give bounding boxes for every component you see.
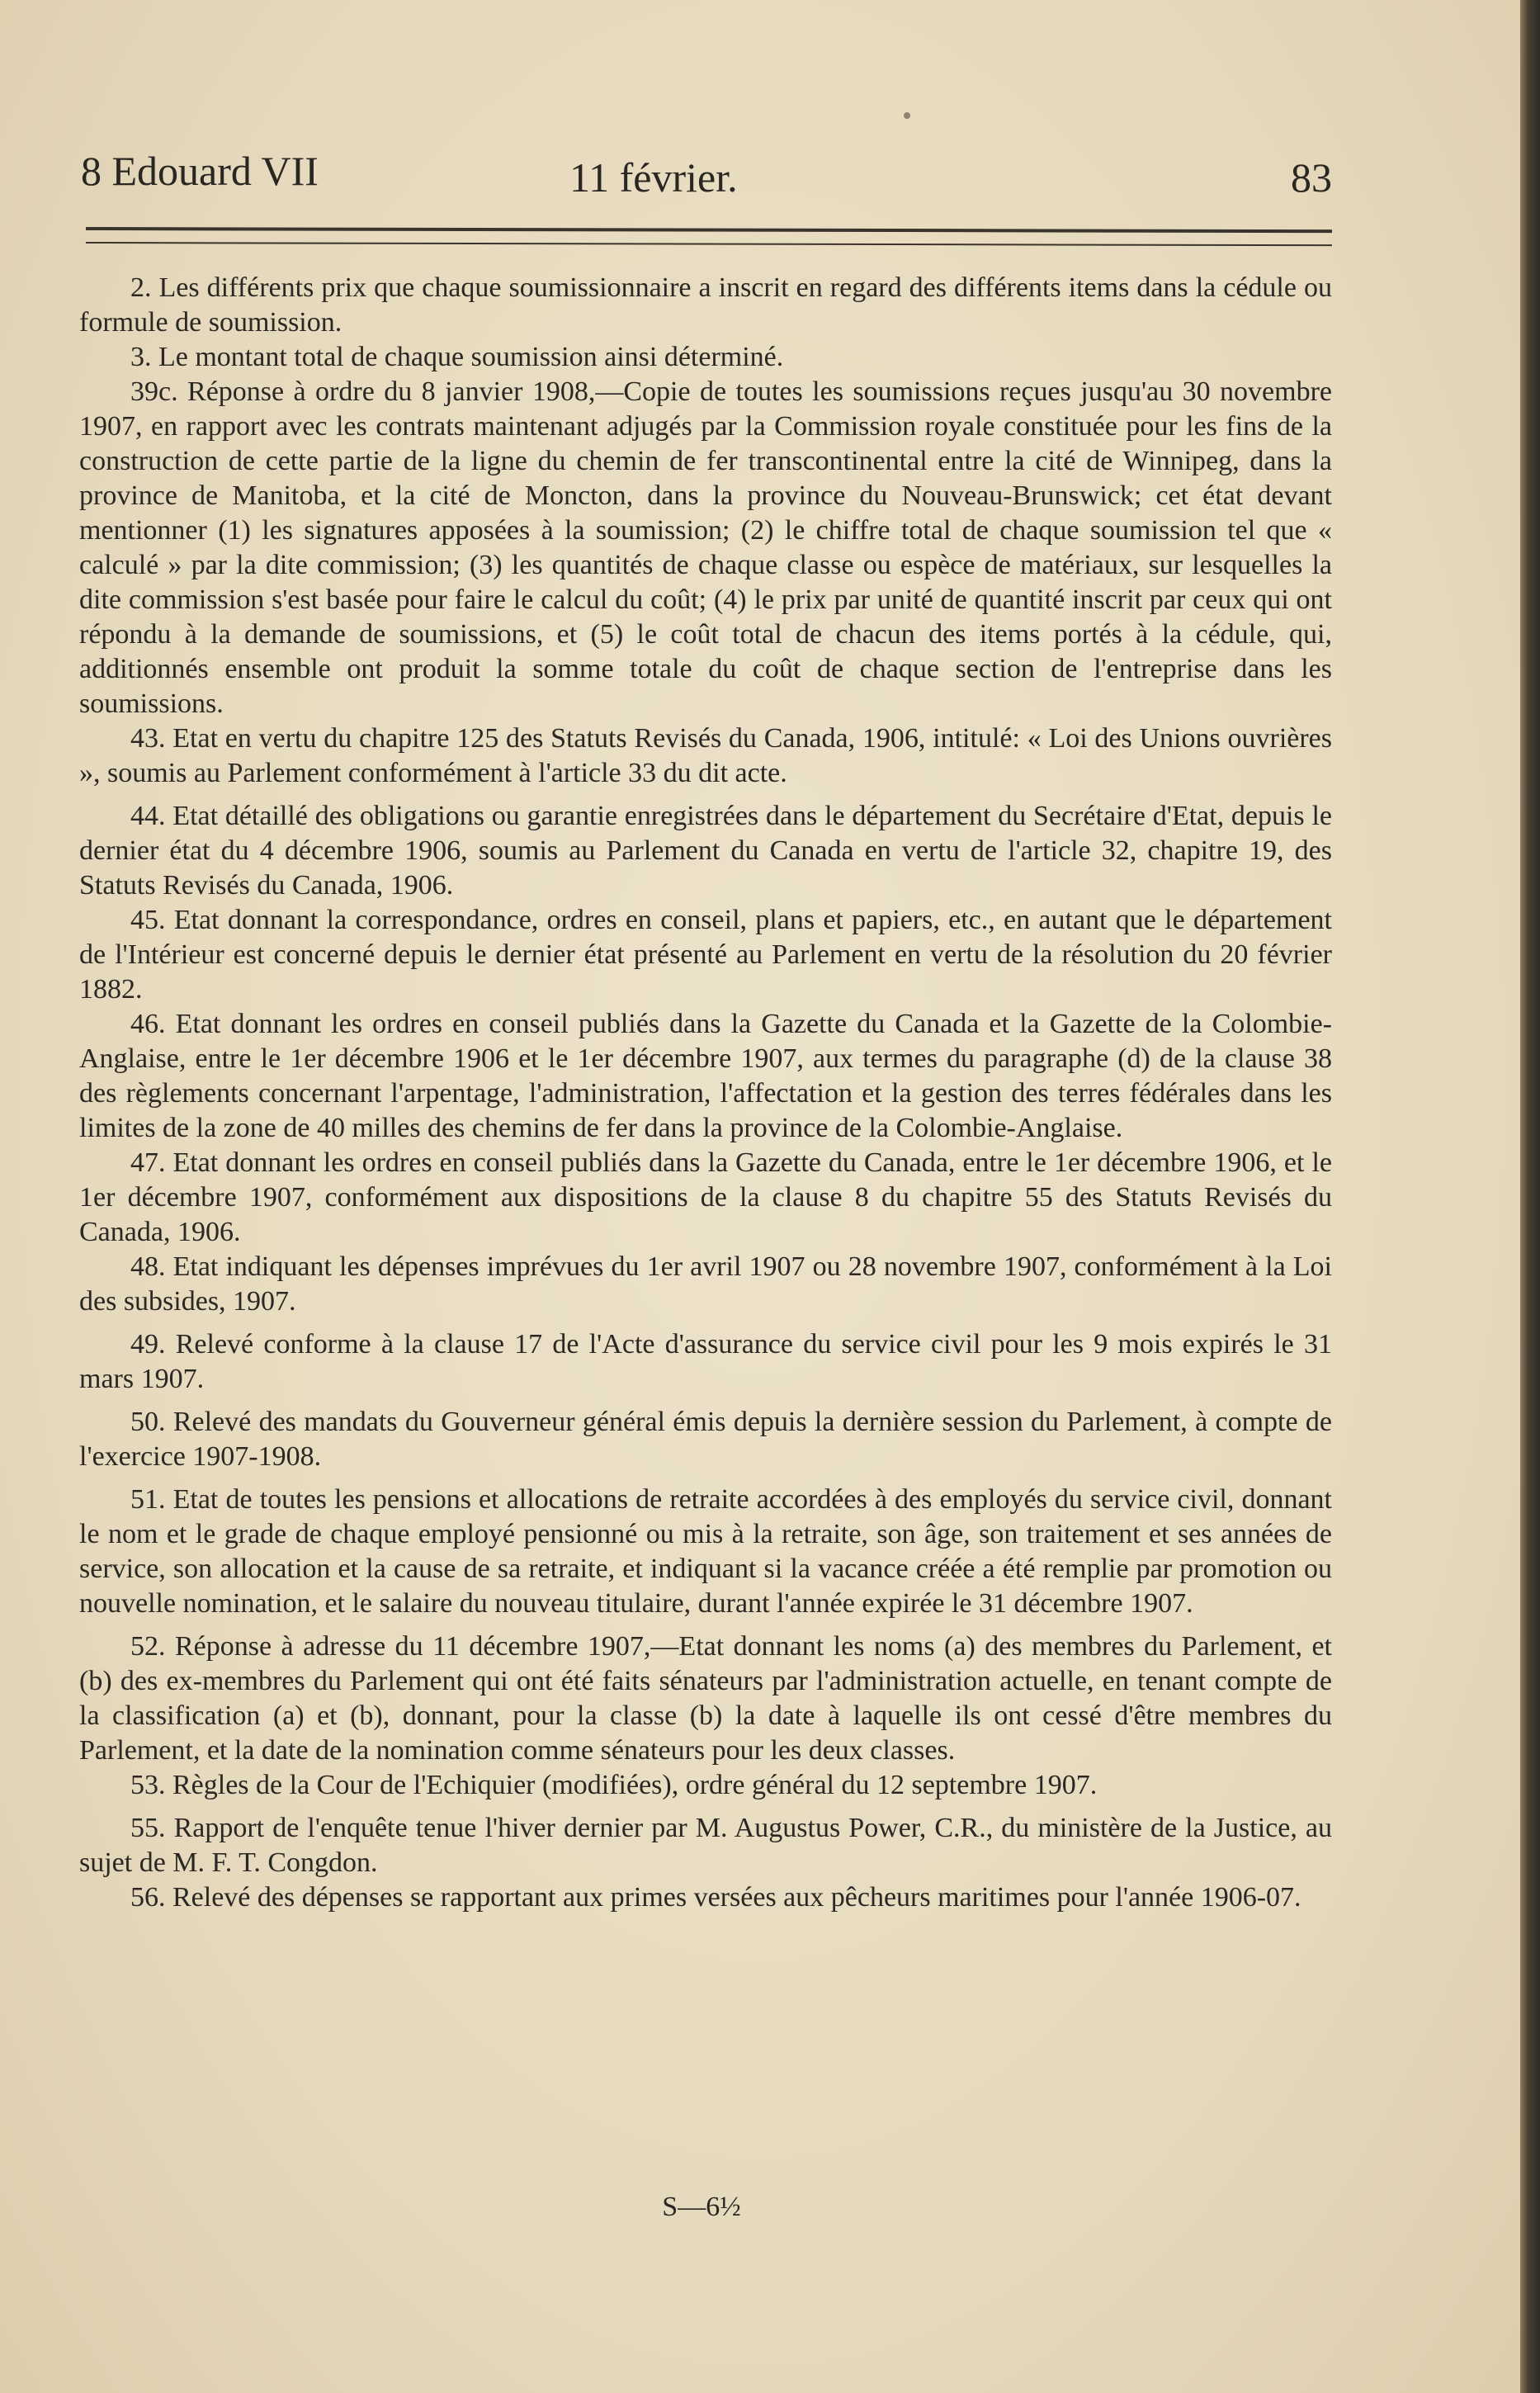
document-body — [79, 271, 1332, 1915]
item-56: 56. Relevé des dépenses se rapportant aux primes versées aux pêcheurs maritimes pour l'année 1906-07. — [130, 1882, 1301, 1913]
page-header — [81, 147, 1332, 205]
item-3: 3. Le montant total de chaque soumission ainsi déterminé. — [130, 342, 784, 372]
item-52: 52. Réponse à adresse du 11 décembre 1907,—Etat donnant les noms (a) des membres du Parlement, et (b) des ex-membres du Parlement qui ont été faits sénateurs par l'administration actuelle, en tenant compte de la classification (a) et (b), donnant, pour la classe (b) la date à laquelle ils ont cessé d'être membres du Parlement, et la date de la nomination comme sénateurs pour les deux classes. — [79, 1631, 1332, 1766]
item-44: 44. Etat détaillé des obligations ou garantie enregistrées dans le département du Secrétaire d'Etat, depuis le dernier état du 4 décembre 1906, soumis au Parlement du Canada en vertu de l'article 32, chapitre 19, des Statuts Revisés du Canada, 1906. — [79, 801, 1332, 901]
header-date: 11 février. — [569, 154, 738, 201]
item-45: 45. Etat donnant la correspondance, ordres en conseil, plans et papiers, etc., en autant que le département de l'Intérieur est concerné depuis le dernier état présenté au Parlement en vertu de la résolution du 20 février 1882. — [79, 905, 1332, 1005]
item-51: 51. Etat de toutes les pensions et allocations de retraite accordées à des employés du service civil, donnant le nom et le grade de chaque employé pensionné ou mis à la retraite, son âge, son traitement et ses années de service, son allocation et la cause de sa retraite, et indiquant si la vacance créée a été remplie par promotion ou nouvelle nomination, et le salaire du nouveau titulaire, durant l'année expirée le 31 décembre 1907. — [79, 1484, 1332, 1619]
item-2: 2. Les différents prix que chaque soumissionnaire a inscrit en regard des différents items dans la cédule ou formule de soumission. — [79, 272, 1332, 338]
item-46: 46. Etat donnant les ordres en conseil publiés dans la Gazette du Canada et la Gazette de la Colombie-Anglaise, entre le 1er décembre 1906 et le 1er décembre 1907, aux termes du paragraphe (d) de la clause 38 des règlements concernant l'arpentage, l'administration, l'affectation et la gestion des terres fédérales dans les limites de la zone de 40 milles des chemins de fer dans la province de la Colombie-Anglaise. — [79, 1009, 1332, 1143]
item-53: 53. Règles de la Cour de l'Echiquier (modifiées), ordre général du 12 septembre 1907. — [130, 1770, 1098, 1800]
page-number: 83 — [1291, 154, 1332, 201]
item-50: 50. Relevé des mandats du Gouverneur général émis depuis la dernière session du Parlement, à compte de l'exercice 1907-1908. — [79, 1407, 1332, 1472]
signature-folio: S—6½ — [662, 2192, 741, 2222]
page-edge-shadow — [1520, 0, 1540, 2393]
item-49: 49. Relevé conforme à la clause 17 de l'Acte d'assurance du service civil pour les 9 mois expirés le 31 mars 1907. — [79, 1329, 1332, 1394]
ink-speck — [904, 112, 910, 119]
header-double-rule — [86, 227, 1332, 246]
header-regnal-year: 8 Edouard VII — [81, 148, 319, 194]
item-39c: 39c. Réponse à ordre du 8 janvier 1908,—Copie de toutes les soumissions reçues jusqu'au 30 novembre 1907, en rapport avec les contrats maintenant adjugés par la Commission royale constituée pour les fins de la construction de cette partie de la ligne du chemin de fer transcontinental entre la cité de Winnipeg, dans la province de Manitoba, et la cité de Moncton, dans la province du Nouveau-Brunswick; cet état devant mentionner (1) les signatures apposées à la soumission; (2) le chiffre total de chaque soumission tel que « calculé » par la dite commission; (3) les quantités de chaque classe ou espèce de matériaux, sur lesquelles la dite commission s'est basée pour faire le calcul du coût; (4) le prix par unité de quantité inscrit par ceux qui ont répondu à la demande de soumissions, et (5) le coût total de chacun des items portés à la cédule, qui, additionnés ensemble ont produit la somme totale du coût de chaque section de l'entreprise dans les soumissions. — [79, 376, 1332, 719]
item-55: 55. Rapport de l'enquête tenue l'hiver dernier par M. Augustus Power, C.R., du ministère de la Justice, au sujet de M. F. T. Congdon. — [79, 1813, 1332, 1878]
item-47: 47. Etat donnant les ordres en conseil publiés dans la Gazette du Canada, entre le 1er décembre 1906, et le 1er décembre 1907, conformément aux dispositions de la clause 8 du chapitre 55 des Statuts Revisés du Canada, 1906. — [79, 1147, 1332, 1247]
item-43: 43. Etat en vertu du chapitre 125 des Statuts Revisés du Canada, 1906, intitulé: « Loi des Unions ouvrières », soumis au Parlement conformément à l'article 33 du dit acte. — [79, 723, 1332, 788]
item-48: 48. Etat indiquant les dépenses imprévues du 1er avril 1907 ou 28 novembre 1907, conformément à la Loi des subsides, 1907. — [79, 1251, 1332, 1317]
